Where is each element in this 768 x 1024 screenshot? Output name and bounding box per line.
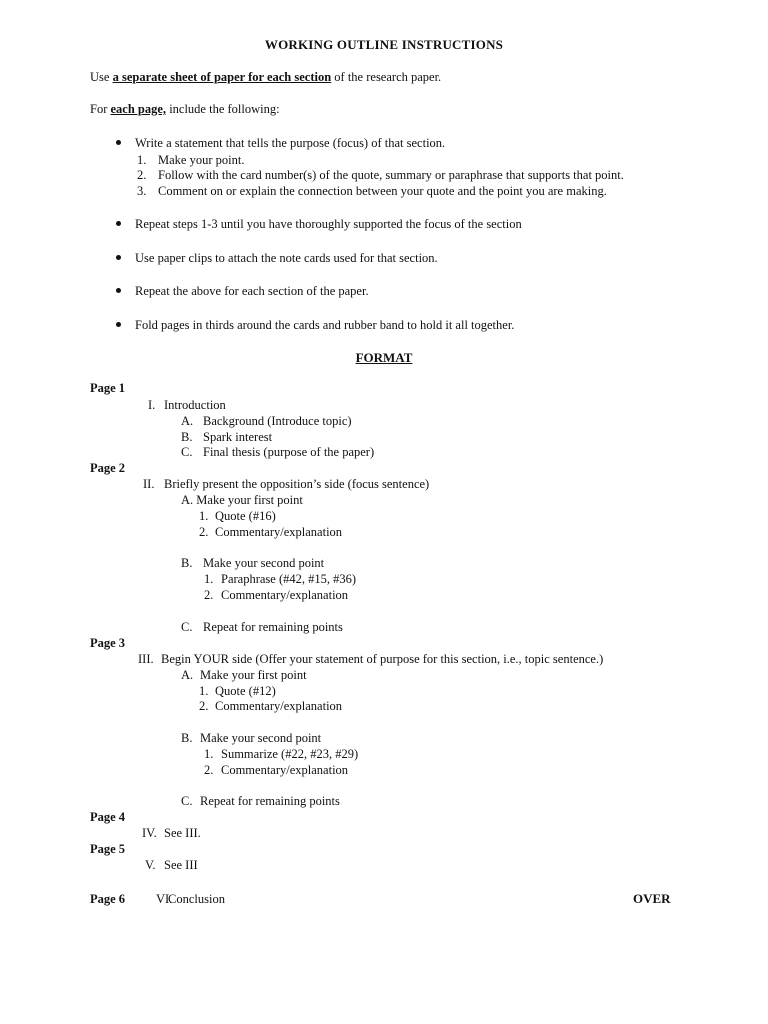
bullet-item-3: Use paper clips to attach the note cards used for that section. [135, 251, 438, 265]
outline-subitem: Summarize (#22, #23, #29) [221, 747, 359, 761]
outline-letter: A. [181, 668, 194, 682]
outline-number: 2. [199, 525, 209, 539]
roman-numeral: IV. [142, 826, 157, 840]
intro-line-2 [90, 101, 280, 117]
outline-item: Spark interest [203, 430, 273, 444]
page-label: Page 2 [90, 461, 126, 475]
intro-line-1 [90, 69, 441, 85]
outline-subitem: Quote (#12) [215, 684, 276, 698]
outline-item: Background (Introduce topic) [203, 414, 352, 428]
outline-item: Final thesis (purpose of the paper) [203, 445, 375, 459]
bullet-item-4: Repeat the above for each section of the paper. [135, 284, 369, 298]
outline-heading: See III. [164, 826, 201, 840]
intro-line-2-pre: For [90, 102, 111, 116]
outline-number: 2. [204, 588, 214, 602]
outline-number: 1. [199, 684, 209, 698]
outline-subitem: Commentary/explanation [215, 525, 343, 539]
step-text: Comment on or explain the connection between your quote and the point you are making. [158, 184, 607, 198]
bullet-item-2: Repeat steps 1-3 until you have thoroughly supported the focus of the section [135, 217, 522, 231]
page-label: Page 4 [90, 810, 126, 824]
bullet-item-1: Write a statement that tells the purpose (focus) of that section. [135, 136, 446, 150]
outline-item: A. Make your first point [181, 493, 303, 507]
outline-subitem: Commentary/explanation [221, 763, 349, 777]
outline-subitem: Commentary/explanation [221, 588, 349, 602]
outline-number: 1. [199, 509, 209, 523]
outline-item: Make your second point [200, 731, 322, 745]
page-label: Page 1 [90, 381, 126, 395]
outline-number: 2. [204, 763, 214, 777]
roman-numeral: I. [148, 398, 156, 412]
outline-item: Make your first point [200, 668, 307, 682]
bullet-dot [116, 322, 121, 327]
outline-item: Make your second point [203, 556, 325, 570]
bullet-item-5: Fold pages in thirds around the cards and rubber band to hold it all together. [135, 318, 515, 332]
outline-letter: A. [181, 414, 194, 428]
outline-subitem: Paraphrase (#42, #15, #36) [221, 572, 357, 586]
outline-heading: Conclusion [168, 892, 225, 906]
outline-item: Repeat for remaining points [200, 794, 340, 808]
page-label: Page 6 [90, 892, 126, 906]
intro-line-1-emphasis: a separate sheet of paper for each section [112, 70, 332, 84]
format-heading: FORMAT [355, 350, 413, 365]
roman-numeral: III. [138, 652, 154, 666]
step-number: 1. [137, 153, 147, 167]
intro-line-1-post: of the research paper. [331, 70, 442, 84]
outline-item: Repeat for remaining points [203, 620, 343, 634]
outline-number: 2. [199, 699, 209, 713]
intro-line-2-post: include the following: [166, 102, 280, 116]
roman-numeral: VI. [156, 892, 173, 906]
outline-heading: Briefly present the opposition’s side (focus sentence) [164, 477, 430, 491]
outline-heading: See III [164, 858, 198, 872]
bullet-dot [116, 221, 121, 226]
intro-line-1-pre: Use [90, 70, 113, 84]
outline-number: 1. [204, 747, 214, 761]
outline-heading: Begin YOUR side (Offer your statement of purpose for this section, i.e., topic sentence.) [161, 652, 604, 666]
outline-subitem: Quote (#16) [215, 509, 276, 523]
page-label: Page 3 [90, 636, 126, 650]
outline-letter: B. [181, 731, 193, 745]
outline-letter: C. [181, 620, 193, 634]
outline-number: 1. [204, 572, 214, 586]
roman-numeral: II. [143, 477, 155, 491]
bullet-dot [116, 288, 121, 293]
step-number: 2. [137, 168, 147, 182]
bullet-dot [116, 140, 121, 145]
step-text: Follow with the card number(s) of the quote, summary or paraphrase that supports that point. [158, 168, 624, 182]
roman-numeral: V. [145, 858, 156, 872]
outline-letter: B. [181, 556, 193, 570]
step-number: 3. [137, 184, 147, 198]
document-title: WORKING OUTLINE INSTRUCTIONS [264, 37, 504, 52]
bullet-dot [116, 255, 121, 260]
outline-heading: Introduction [164, 398, 226, 412]
outline-subitem: Commentary/explanation [215, 699, 343, 713]
outline-letter: B. [181, 430, 193, 444]
page-label: Page 5 [90, 842, 126, 856]
outline-letter: C. [181, 794, 193, 808]
step-text: Make your point. [158, 153, 245, 167]
outline-letter: C. [181, 445, 193, 459]
intro-line-2-emphasis: each page, [110, 102, 167, 116]
over-label: OVER [633, 891, 671, 906]
